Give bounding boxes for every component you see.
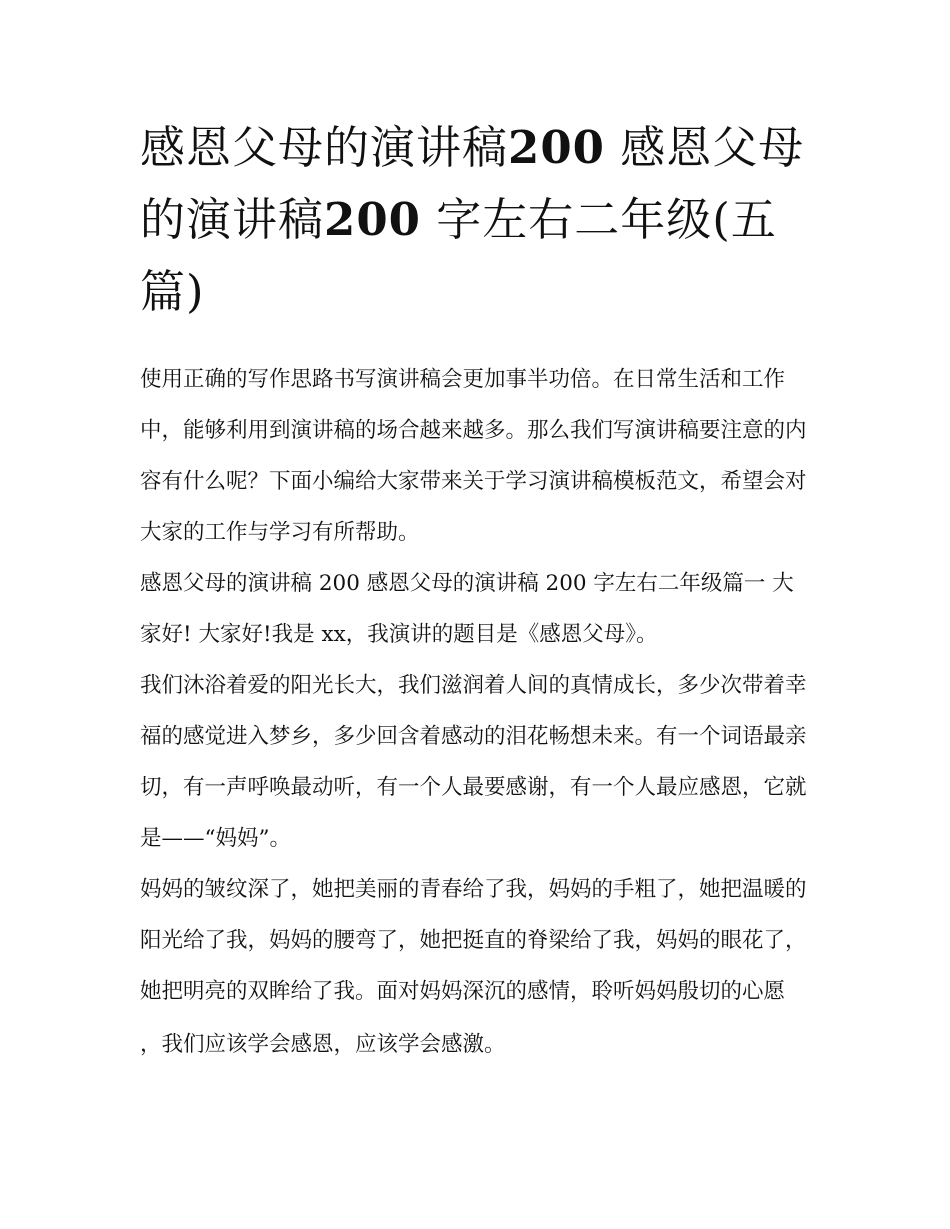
- title-number-1: 200: [508, 121, 605, 174]
- document-title: [140, 112, 820, 328]
- title-text-part1: 感恩父母的演讲稿: [140, 121, 509, 174]
- title-text-part3: 字左右二年级(五篇): [140, 193, 777, 318]
- paragraph-section-one-heading: 感恩父母的演讲稿 200 感恩父母的演讲稿 200 字左右二年级篇一 大家好! 大家好!我是 xx，我演讲的题目是《感恩父母》。: [140, 571, 794, 647]
- paragraph-mother: 妈妈的皱纹深了，她把美丽的青春给了我，妈妈的手粗了，她把温暖的阳光给了我，妈妈的腰弯了，她把挺直的脊梁给了我，妈妈的眼花了，她把明亮的双眸给了我。面对妈妈深沉的感情，聆听妈妈殷切的心愿: [140, 877, 807, 1004]
- title-number-2: 200: [324, 193, 421, 246]
- paragraph-conclusion: ，我们应该学会感恩，应该学会感激。: [140, 1032, 506, 1057]
- document-body: [140, 354, 815, 1070]
- title-text-part2: 感恩父母的演讲稿: [140, 121, 805, 246]
- paragraph-intro: 使用正确的写作思路书写演讲稿会更加事半功倍。在日常生活和工作中，能够利用到演讲稿的场合越来越多。那么我们写演讲稿要注意的内容有什么呢？下面小编给大家带来关于学习演讲稿模板范文，希望会对大家的工作与学习有所帮助。: [140, 367, 807, 545]
- paragraph-gratitude: 我们沐浴着爱的阳光长大，我们滋润着人间的真情成长，多少次带着幸福的感觉进入梦乡，多少回含着感动的泪花畅想未来。有一个词语最亲切，有一声呼唤最动听，有一个人最要感谢，有一个人最应感恩，它就是——“妈妈”。: [140, 673, 807, 851]
